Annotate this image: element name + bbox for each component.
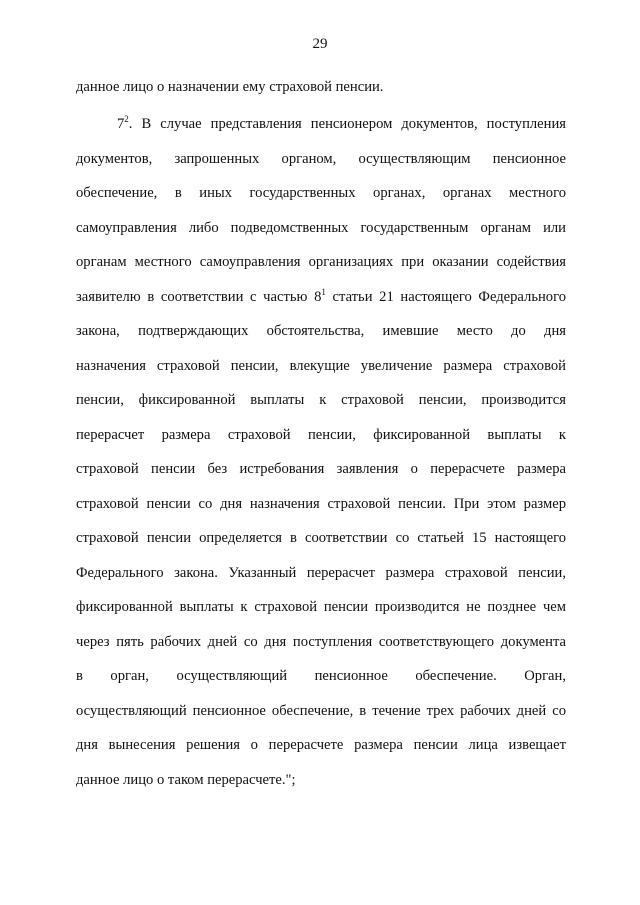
- paragraph-line-11: страховой пенсии без истребования заявления о перерасчете размера: [76, 461, 566, 477]
- paragraph-line-3: обеспечение, в иных государственных органах, органах местного: [76, 185, 566, 201]
- line-tail: статьи 21 настоящего Федерального: [325, 288, 566, 305]
- part-superscript: 1: [321, 286, 326, 297]
- paragraph-line-4: самоуправления либо подведомственных государственным органам или: [76, 219, 566, 236]
- paragraph-line-13: страховой пенсии определяется в соответствии со статьей 15 настоящего: [76, 530, 566, 546]
- paragraph-line-17: в орган, осуществляющий пенсионное обеспечение. Орган,: [76, 668, 566, 684]
- page-number: 29: [312, 36, 328, 52]
- paragraph-line-8: назначения страховой пенсии, влекущие увеличение размера страховой: [76, 357, 566, 374]
- item-number: 7: [117, 116, 125, 132]
- paragraph-line-5: органам местного самоуправления организациях при оказании содействия: [76, 254, 566, 270]
- paragraph-line-7: закона, подтверждающих обстоятельства, имевшие место до дня: [76, 323, 566, 339]
- paragraph-line-18: осуществляющий пенсионное обеспечение, в течение трех рабочих дней со: [76, 702, 566, 719]
- paragraph-line-1: [76, 114, 566, 149]
- line-text: . В случае представления пенсионером документов, поступления: [128, 116, 566, 132]
- line-text: заявителю в соответствии с частью 8: [76, 288, 322, 305]
- paragraph-line-20: данное лицо о таком перерасчете.";: [76, 771, 296, 788]
- item-superscript: 2: [124, 114, 129, 124]
- paragraph-line-15: фиксированной выплаты к страховой пенсии производится не позднее чем: [76, 599, 566, 615]
- paragraph-7-2: [76, 114, 566, 804]
- paragraph-line-19: дня вынесения решения о перерасчете размера пенсии лица извещает: [76, 737, 566, 753]
- paragraph-line-10: перерасчет размера страховой пенсии, фиксированной выплаты к: [76, 426, 566, 443]
- carryover-line: данное лицо о назначении ему страховой пенсии.: [76, 79, 384, 95]
- paragraph-line-9: пенсии, фиксированной выплаты к страховой пенсии, производится: [76, 392, 566, 408]
- paragraph-line-16: через пять рабочих дней со дня поступления соответствующего документа: [76, 633, 566, 650]
- paragraph-line-14: Федерального закона. Указанный перерасчет размера страховой пенсии,: [76, 564, 566, 581]
- paragraph-line-6: [76, 287, 566, 322]
- paragraph-line-2: документов, запрошенных органом, осуществляющим пенсионное: [76, 150, 566, 167]
- paragraph-line-12: страховой пенсии со дня назначения страховой пенсии. При этом размер: [76, 495, 566, 512]
